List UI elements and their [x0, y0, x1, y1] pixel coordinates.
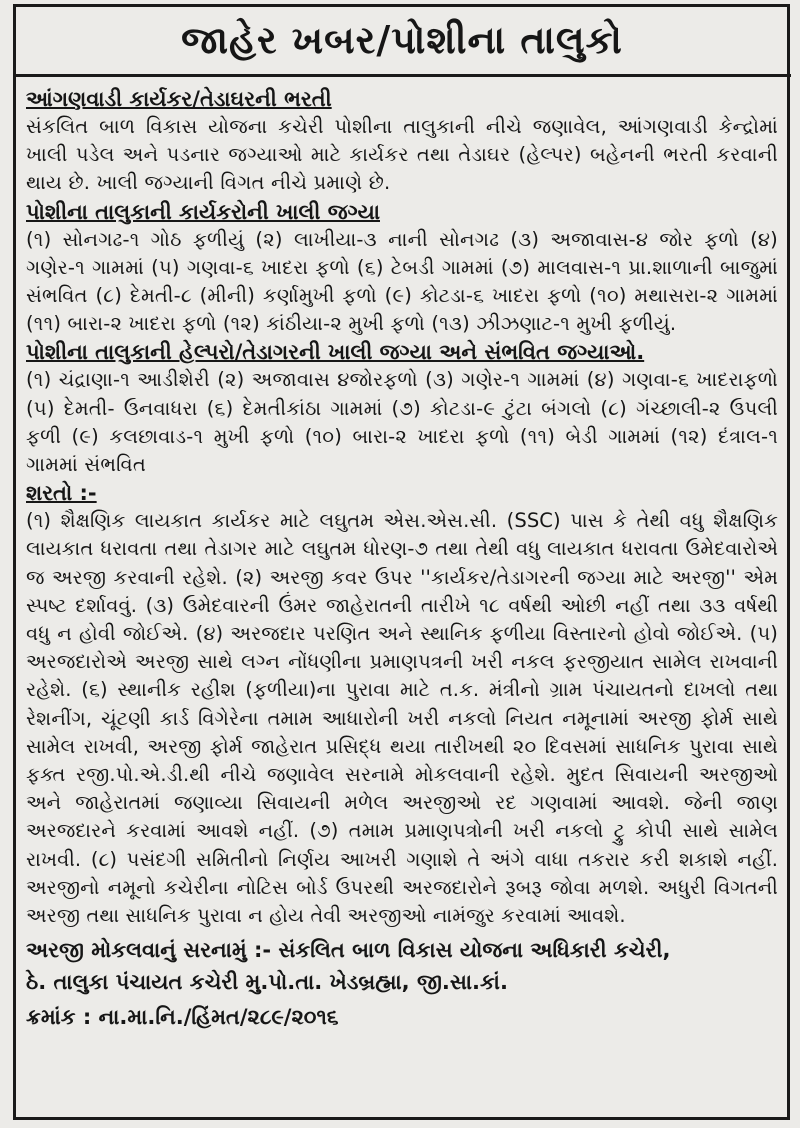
intro-paragraph: સંકલિત બાળ વિકાસ યોજના કચેરી પોશીના તાલુકાની નીચે જણાવેલ, આંગણવાડી કેન્દ્રોમાં ખાલી પડેલ અને પડનાર જગ્યાઓ માટે કાર્યકર તથા તેડાઘર (હેલ્પર) બહેનની ભરતી કરવાની થાય છે. ખાલી જગ્યાની વિગત નીચે પ્રમાણે છે. — [26, 115, 778, 195]
notice-body — [26, 10, 778, 1034]
helper-vacancies-list: (૧) ચંદ્રાણા-૧ આડીશેરી (૨) અજાવાસ ૪જોરફળો (૩) ગણેર-૧ ગામમાં (૪) ગણવા-૬ ખાદરાફળો (૫) દેમતી- ઉનવાધરા (૬) દેમતીકાંઠા ગામમાં (૭) કોટડા-૯ ટુંટા બંગલો (૮) ગંચ્છાલી-૨ ઉપલી ફળી (૯) કલછાવાડ-૧ મુખી ફળો (૧૦) બારા-૨ ખાદરા ફળો (૧૧) બેડી ગામમાં (૧૨) દંત્રાલ-૧ ગામમાં સંભવિત — [26, 368, 778, 477]
notice-title: જાહેર ખબર/પોશીના તાલુકો — [13, 10, 791, 77]
conditions-paragraph: (૧) શૈક્ષણિક લાયકાત કાર્યકર માટે લઘુતમ એસ.એસ.સી. (SSC) પાસ કે તેથી વધુ શૈક્ષણિક લાયકાત ધરાવતા તથા તેડાગર માટે લઘુતમ ધોરણ-૭ તથા તેથી વધુ લાયકાત ધરાવતા ઉમેદવારોએ જ અરજી કરવાની રહેશે. (૨) અરજી કવર ઉપર ''કાર્યકર/તેડાગરની જગ્યા માટે અરજી'' એમ સ્પષ્ટ દર્શાવવું. (૩) ઉમેદવારની ઉંમર જાહેરાતની તારીખે ૧૮ વર્ષથી ઓછી નહીં તથા ૩૩ વર્ષથી વધુ ન હોવી જોઈએ. (૪) અરજદાર પરણિત અને સ્થાનિક ફળીયા વિસ્તારનો હોવો જોઈએ. (૫) અરજદારોએ અરજી સાથે લગ્ન નોંધણીના પ્રમાણપત્રની ખરી નકલ ફરજીયાત સામેલ રાખવાની રહેશે. (૬) સ્થાનીક રહીશ (ફળીયા)ના પુરાવા માટે ત.ક. મંત્રીનો ગ્રામ પંચાયતનો દાખલો તથા રેશનીંગ, ચૂંટણી કાર્ડ વિગેરેના તમામ આધારોની ખરી નકલો નિયત નમૂનામાં અરજી ફોર્મ સાથે સામેલ રાખવી, અરજી ફોર્મ જાહેરાત પ્રસિદ્ધ થયા તારીખથી ૨૦ દિવસમાં સાધનિક પુરાવા સાથે ફક્ત રજી.પો.એ.ડી.થી નીચે જણાવેલ સરનામે મોકલવાની રહેશે. મુદત સિવાયની અરજીઓ અને જાહેરાતમાં જણાવ્યા સિવાયની મળેલ અરજીઓ રદ ગણવામાં આવશે. જેની જાણ અરજદારને કરવામાં આવશે નહીં. (૭) તમામ પ્રમાણપત્રોની ખરી નકલો ટ્રુ કોપી સાથે સામેલ રાખવી. (૮) પસંદગી સમિતીનો નિર્ણય આખરી ગણાશે તે અંગે વાધા તકરાર કરી શકાશે નહીં. અરજીનો નમૂનો કચેરીના નોટિસ બોર્ડ ઉપરથી અરજદારોને રૂબરૂ જોવા મળશે. અધુરી વિગતની અરજી તથા સાધનિક પુરાવા ન હોય તેવી અરજીઓ નામંજુર કરવામાં આવશે. — [26, 509, 778, 928]
address-block — [26, 934, 778, 998]
address-line-2: ઠે. તાલુકા પંચાયત કચેરી મુ.પો.તા. ખેડબ્રહ્મા, જી.સા.કાં. — [26, 970, 508, 995]
conditions-heading: શરતો :- — [26, 481, 97, 506]
helper-vacancies-heading: પોશીના તાલુકાની હેલ્પરો/તેડાગરની ખાલી જગ્યા અને સંભવિત જગ્યાઓ. — [26, 340, 645, 365]
address-line-1: અરજી મોકલવાનું સરનામું :- સંકલિત બાળ વિકાસ યોજના અધિકારી કચેરી, — [26, 938, 671, 963]
worker-vacancies-list: (૧) સોનગઢ-૧ ગોઠ ફળીયું (૨) લાખીયા-૩ નાની સોનગઢ (૩) અજાવાસ-૪ જોર ફળો (૪) ગણેર-૧ ગામમાં (૫) ગણવા-૬ ખાદરા ફળો (૬) ટેબડી ગામમાં (૭) માલવાસ-૧ પ્રા.શાળાની બાજુમાં સંભવિત (૮) દેમતી-૮ (મીની) કર્ણામુખી ફળો (૯) કોટડા-૬ ખાદરા ફળો (૧૦) મથાસરા-૨ ગામમાં (૧૧) બારા-૨ ખાદરા ફળો (૧૨) કાંઠીયા-૨ મુખી ફળો (૧૩) ઝીઝણાટ-૧ મુખી ફળીયું. — [26, 227, 778, 336]
reference-number: ક્રમાંક : ના.મા.નિ./હિંમત/૨૮૯/૨૦૧૬ — [26, 1005, 339, 1030]
worker-vacancies-heading: પોશીના તાલુકાની કાર્યકરોની ખાલી જગ્યા — [26, 199, 380, 224]
recruitment-heading: આંગણવાડી કાર્યકર/તેડાઘરની ભરતી — [26, 87, 332, 111]
